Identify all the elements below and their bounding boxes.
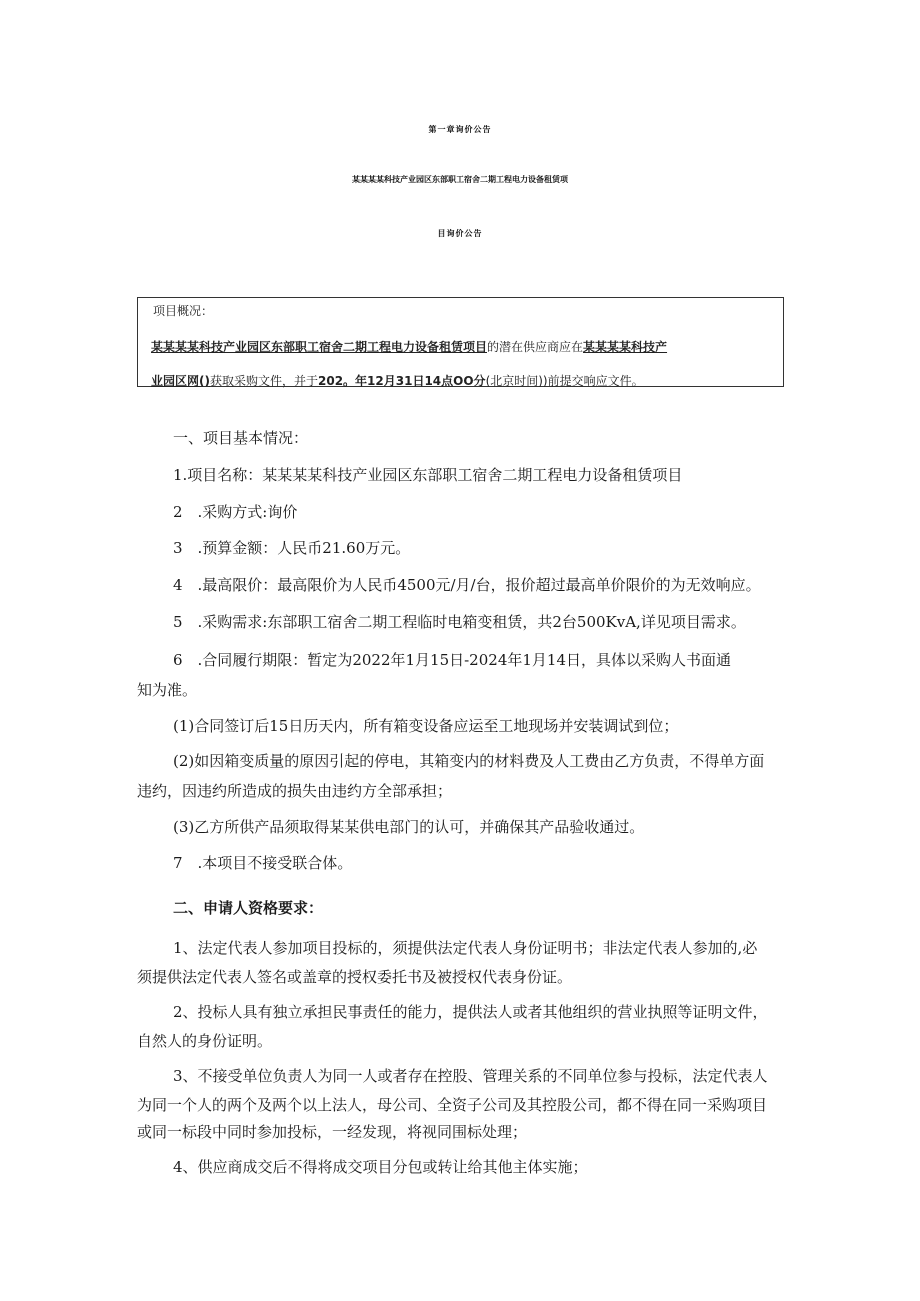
section2-item: 3、不接受单位负责人为同一人或者存在控股、管理关系的不同单位参与投标，法定代表人	[173, 1067, 768, 1085]
section1-item: (1)合同签订后15日历天内，所有箱变设备应运至工地现场并安装调试到位；	[173, 717, 679, 735]
overview-tail-text: (北京时间))前提交响应文件。	[485, 374, 644, 388]
section1-item: 7 .本项目不接受联合体。	[173, 854, 353, 872]
notice-title-line2: 目询价公告	[437, 229, 483, 238]
section1-item: 3 .预算金额：人民币21.60万元。	[173, 539, 411, 557]
overview-site-part2: 业园区网()	[151, 374, 210, 388]
overview-text-2: 获取采购文件，并于	[209, 374, 318, 388]
section1-heading: 一、项目基本情况：	[173, 429, 309, 447]
overview-site-part1: 某某某某科技产	[583, 340, 668, 354]
section1-item: 2 .采购方式:询价	[173, 503, 298, 521]
section1-item: (2)如因箱变质量的原因引起的停电，其箱变内的材料费及人工费由乙方负责，不得单方面	[173, 752, 765, 770]
notice-title-line1: 某某某某科技产业园区东部职工宿舍二期工程电力设备租赁项	[352, 175, 568, 184]
section1-item: 1.项目名称：某某某某科技产业园区东部职工宿舍二期工程电力设备租赁项目	[173, 466, 683, 484]
chapter-title: 第一章询价公告	[428, 125, 492, 134]
section1-item: 违约，因违约所造成的损失由违约方全部承担；	[137, 782, 453, 800]
overview-label: 项目概况：	[153, 304, 214, 318]
section2-item: 1、法定代表人参加项目投标的，须提供法定代表人身份证明书；非法定代表人参加的,必	[173, 939, 758, 957]
section1-item: 4 .最高限价：最高限价为人民币4500元/月/台，报价超过最高单价限价的为无效响应。	[173, 576, 761, 594]
overview-line-1	[151, 338, 667, 355]
section2-item: 4、供应商成交后不得将成交项目分包或转让给其他主体实施；	[173, 1158, 588, 1176]
section2-item: 或同一标段中同时参加投标，一经发现，将视同围标处理；	[137, 1123, 528, 1141]
overview-project-name: 某某某某科技产业园区东部职工宿舍二期工程电力设备租赁项目	[151, 340, 488, 354]
overview-line-2	[151, 372, 644, 389]
section1-item: 知为准。	[137, 681, 198, 699]
section1-item: (3)乙方所供产品须取得某某供电部门的认可，并确保其产品验收通过。	[173, 818, 645, 836]
overview-text-1: 的潜在供应商应在	[487, 340, 584, 354]
overview-deadline: 202。年12月31日14点OO分	[318, 374, 486, 388]
project-overview-box	[137, 297, 784, 387]
section2-item: 自然人的身份证明。	[137, 1032, 273, 1050]
section1-item: 6 .合同履行期限：暂定为2022年1月15日-2024年1月14日，具体以采购人书面通	[173, 651, 731, 669]
section2-heading: 二、申请人资格要求：	[173, 899, 324, 917]
section2-item: 2、投标人具有独立承担民事责任的能力，提供法人或者其他组织的营业执照等证明文件，	[173, 1003, 768, 1021]
section1-item: 5 .采购需求:东部职工宿舍二期工程临时电箱变租赁，共2台500KvA,详见项目需求。	[173, 613, 746, 631]
section2-item: 须提供法定代表人签名或盖章的授权委托书及被授权代表身份证。	[137, 968, 573, 986]
section2-item: 为同一个人的两个及两个以上法人，母公司、全资子公司及其控股公司，都不得在同一采购项目	[137, 1096, 768, 1114]
